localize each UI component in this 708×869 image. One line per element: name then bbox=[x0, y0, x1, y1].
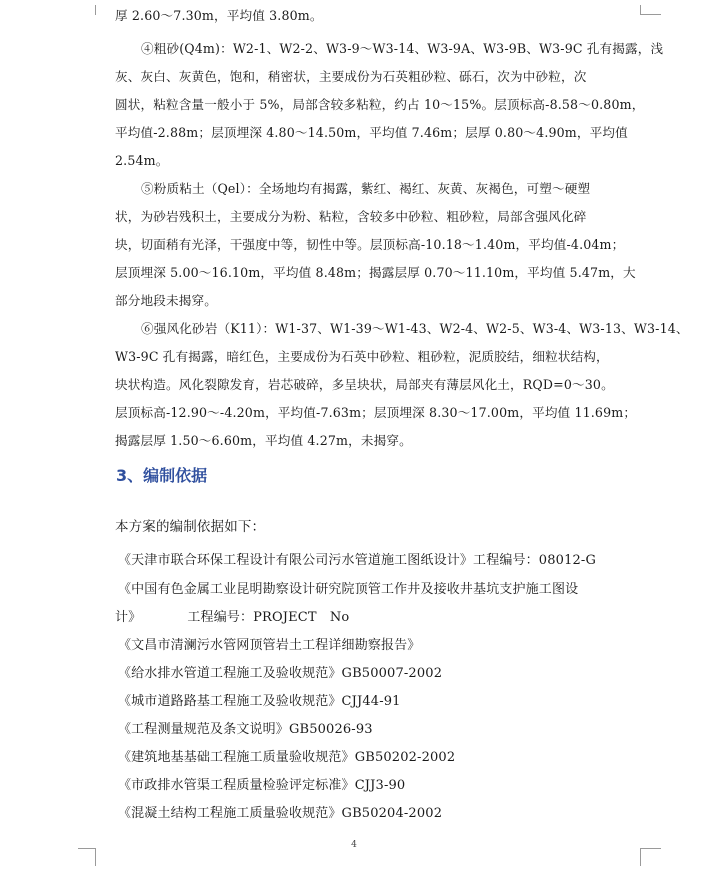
text-line: 块，切面稍有光泽，干强度中等，韧性中等。层顶标高-10.18～1.40m，平均值-4.04m； bbox=[115, 237, 625, 252]
crop-mark-bottom-right-h bbox=[641, 848, 661, 849]
text-line: 平均值-2.88m；层顶埋深 4.80～14.50m，平均值 7.46m；层厚 0.80～4.90m，平均值 bbox=[115, 125, 628, 140]
intro-text: 本方案的编制依据如下： bbox=[115, 519, 266, 535]
reference-item: 《给水排水管道工程施工及验收规范》GB50007-2002 bbox=[118, 666, 443, 681]
page-number: 4 bbox=[351, 840, 357, 850]
text-line: 厚 2.60～7.30m，平均值 3.80m。 bbox=[115, 8, 323, 23]
text-line: ④粗砂(Q4m)：W2-1、W2-2、W3-9～W3-14、W3-9A、W3-9B、W3-9C 孔有揭露，浅 bbox=[141, 41, 664, 56]
reference-item: 计》 工程编号：PROJECT No bbox=[115, 610, 350, 625]
crop-mark-bottom-right-v bbox=[640, 848, 641, 866]
crop-mark-top-right-h bbox=[641, 14, 661, 15]
text-line: 层顶埋深 5.00～16.10m，平均值 8.48m；揭露层厚 0.70～11.10m，平均值 5.47m，大 bbox=[115, 265, 636, 280]
text-line: 部分地段未揭穿。 bbox=[115, 293, 217, 308]
text-line: ⑥强风化砂岩（K11）：W1-37、W1-39～W1-43、W2-4、W2-5、W3-4、W3-13、W3-14、 bbox=[141, 321, 689, 336]
section-heading: 3、编制依据 bbox=[116, 466, 208, 485]
text-line: 圆状，粘粒含量一般小于 5%，局部含较多粘粒，约占 10～15%。层顶标高-8.58～0.80m， bbox=[115, 97, 645, 112]
reference-item: 《文昌市清澜污水管网顶管岩土工程详细勘察报告》 bbox=[118, 638, 421, 653]
text-line: 揭露层厚 1.50～6.60m，平均值 4.27m，未揭穿。 bbox=[115, 433, 412, 448]
crop-mark-top-left-h bbox=[95, 5, 96, 15]
text-line: 块状构造。风化裂隙发育，岩芯破碎，多呈块状，局部夹有薄层风化土，RQD=0～30。 bbox=[115, 377, 614, 392]
crop-mark-bottom-left-v bbox=[95, 848, 96, 866]
text-line: ⑤粉质粘土（Qel）：全场地均有揭露，紫红、褐红、灰黄、灰褐色，可塑～硬塑 bbox=[141, 181, 591, 196]
text-line: W3-9C 孔有揭露，暗红色，主要成份为石英中砂粒、粗砂粒，泥质胶结，细粒状结构， bbox=[115, 349, 609, 364]
crop-mark-bottom-left-h bbox=[78, 848, 96, 849]
text-line: 灰、灰白、灰黄色，饱和，稍密状，主要成份为石英粗砂粒、砾石，次为中砂粒，次 bbox=[115, 69, 587, 84]
reference-item: 《城市道路路基工程施工及验收规范》CJJ44-91 bbox=[118, 694, 401, 709]
text-line: 状，为砂岩残积土，主要成分为粉、粘粒，含较多中砂粒、粗砂粒，局部含强风化碎 bbox=[115, 209, 587, 224]
reference-item: 《市政排水管渠工程质量检验评定标准》CJJ3-90 bbox=[118, 778, 406, 793]
reference-item: 《工程测量规范及条文说明》GB50026-93 bbox=[118, 722, 373, 737]
text-line: 2.54m。 bbox=[115, 153, 169, 168]
reference-item: 《天津市联合环保工程设计有限公司污水管道施工图纸设计》工程编号：08012-G bbox=[118, 553, 596, 568]
text-line: 层顶标高-12.90～-4.20m，平均值-7.63m；层顶埋深 8.30～17.00m，平均值 11.69m； bbox=[115, 405, 637, 420]
reference-item: 《混凝土结构工程施工质量验收规范》GB50204-2002 bbox=[118, 806, 443, 821]
reference-item: 《中国有色金属工业昆明勘察设计研究院顶管工作井及接收井基坑支护施工图设 bbox=[118, 582, 579, 597]
reference-item: 《建筑地基基础工程施工质量验收规范》GB50202-2002 bbox=[118, 750, 456, 765]
